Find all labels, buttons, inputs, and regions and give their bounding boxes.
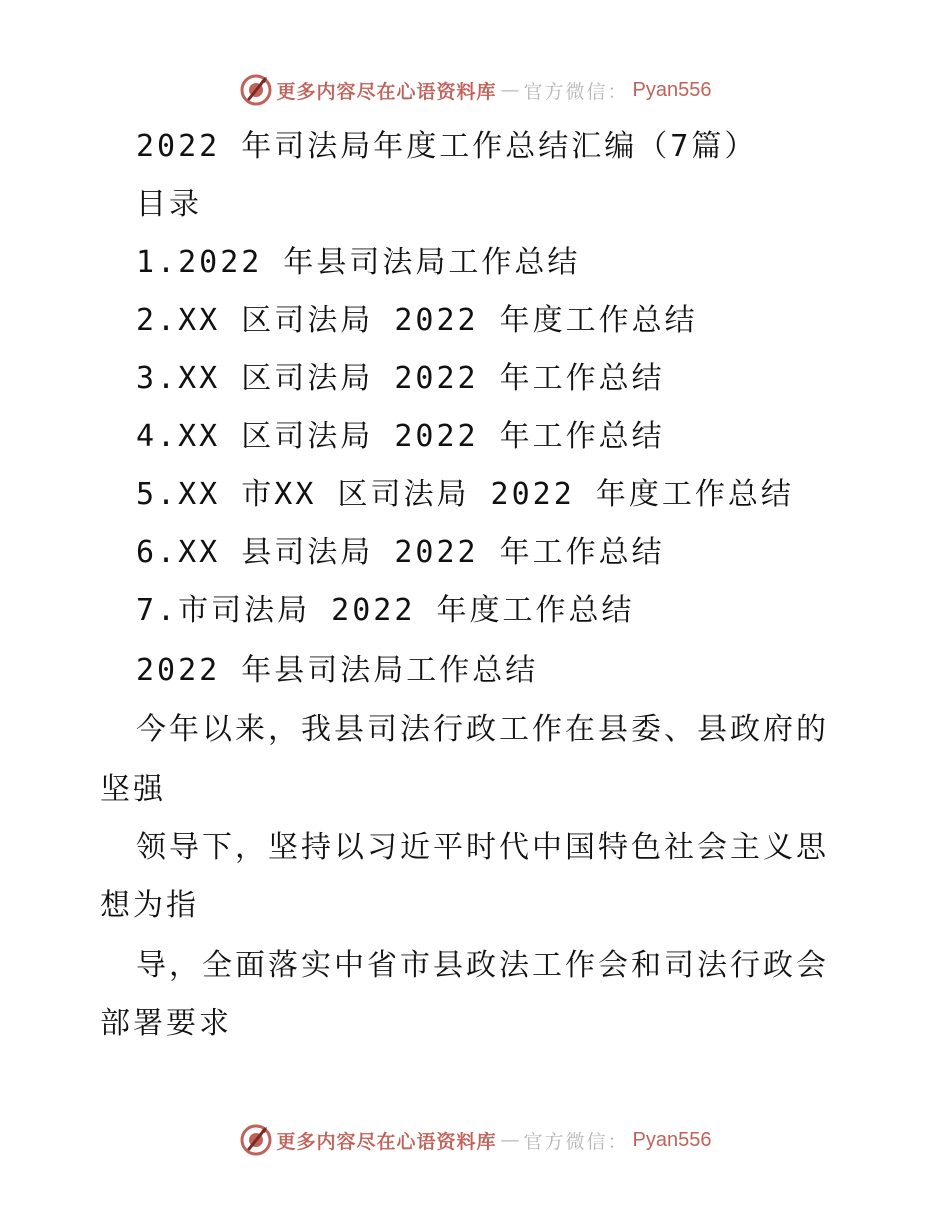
document-title: 2022 年司法局年度工作总结汇编（7篇） — [136, 129, 758, 164]
toc-item: 7.市司法局 2022 年度工作总结 — [136, 593, 635, 628]
paragraph-line: 今年以来，我县司法行政工作在县委、县政府的 — [136, 712, 829, 747]
watermark-brand-text: 更多内容尽在心语资料库 — [276, 1130, 497, 1153]
toc-heading: 目录 — [136, 187, 202, 222]
header-watermark — [0, 70, 950, 110]
paragraph-line: 导，全面落实中省市县政法工作会和司法行政会 — [136, 948, 829, 983]
watermark-wechat-id: Pyan556 — [632, 78, 712, 101]
paragraph-line: 坚强 — [100, 772, 166, 807]
toc-item: 3.XX 区司法局 2022 年工作总结 — [136, 361, 665, 396]
footer-watermark — [0, 1120, 950, 1160]
toc-item: 4.XX 区司法局 2022 年工作总结 — [136, 419, 665, 454]
watermark-wechat-id: Pyan556 — [632, 1128, 712, 1151]
section-title: 2022 年县司法局工作总结 — [136, 653, 539, 688]
toc-item: 1.2022 年县司法局工作总结 — [136, 245, 581, 280]
paragraph-line: 领导下，坚持以习近平时代中国特色社会主义思 — [136, 830, 829, 865]
paragraph-line: 部署要求 — [100, 1006, 232, 1041]
watermark-separator: — — [500, 1129, 520, 1151]
toc-item: 5.XX 市XX 区司法局 2022 年度工作总结 — [136, 477, 794, 512]
watermark-brand-text: 更多内容尽在心语资料库 — [276, 80, 497, 103]
toc-item: 2.XX 区司法局 2022 年度工作总结 — [136, 303, 698, 338]
quill-seal-icon — [239, 1123, 273, 1157]
watermark-separator: — — [500, 79, 520, 101]
toc-item: 6.XX 县司法局 2022 年工作总结 — [136, 535, 665, 570]
quill-seal-icon — [239, 73, 273, 107]
watermark-site-text: 官方微信： — [523, 1130, 629, 1153]
paragraph-line: 想为指 — [100, 888, 199, 923]
watermark-site-text: 官方微信： — [523, 80, 629, 103]
